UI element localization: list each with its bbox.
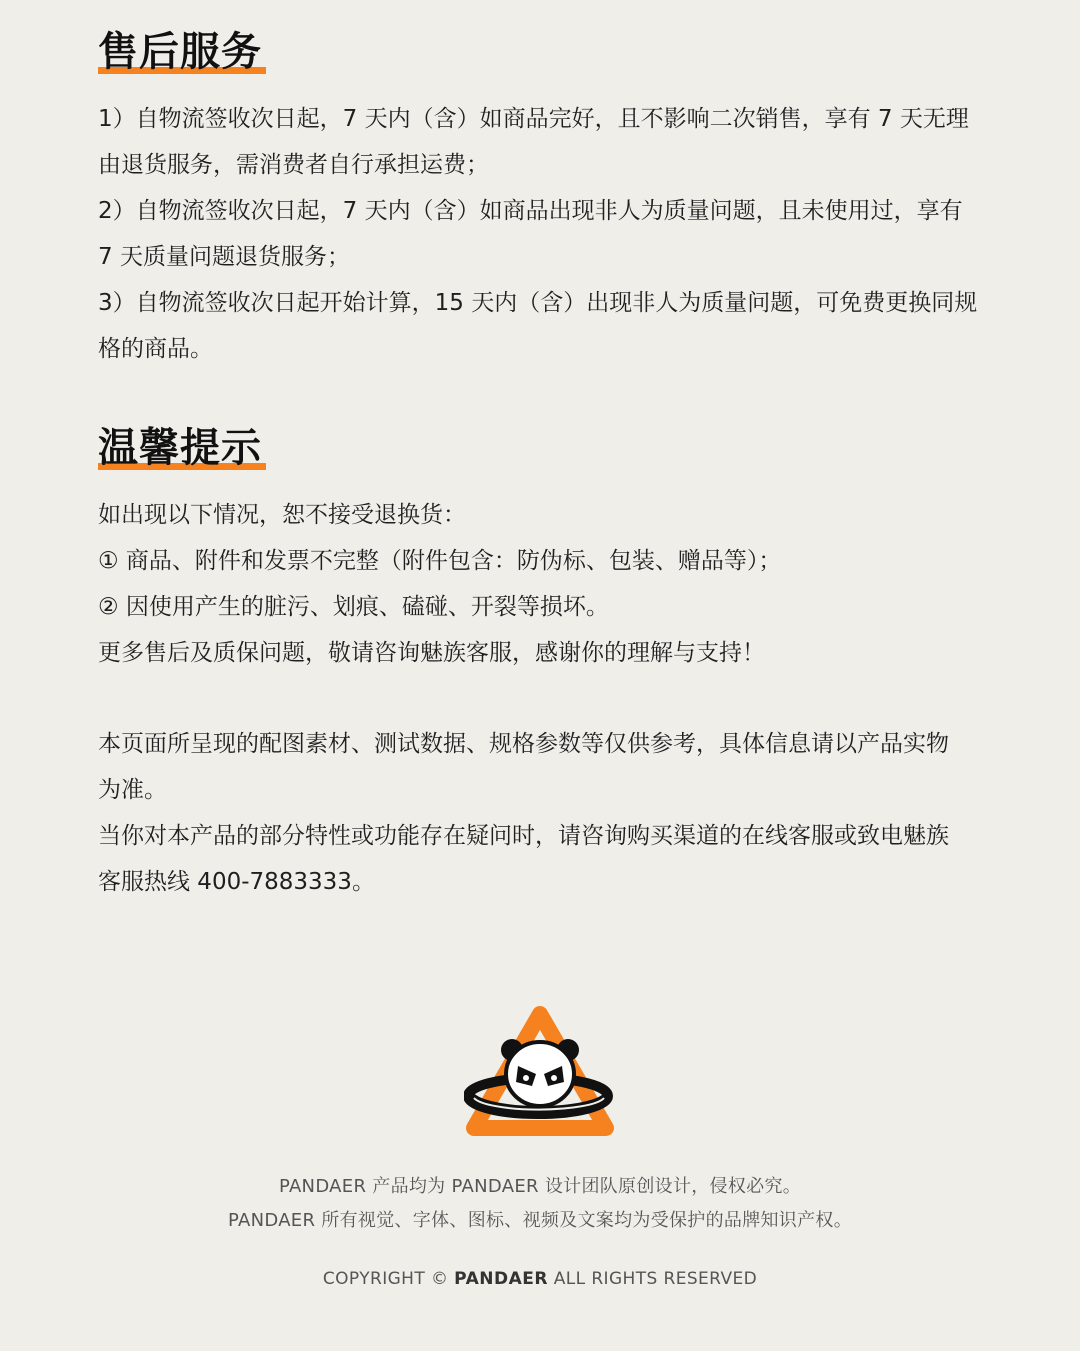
after-sales-heading: [98, 28, 262, 76]
footer-ip-notice: PANDAER 所有视觉、字体、图标、视频及文案均为受保护的品牌知识产权。: [227, 1210, 853, 1231]
after-sales-line: 由退货服务，需消费者自行承担运费；: [98, 152, 489, 178]
after-sales-line: 1）自物流签收次日起，7 天内（含）如商品完好，且不影响二次销售，享有 7 天无理: [98, 106, 969, 132]
pandaer-logo-icon: [464, 1004, 616, 1144]
copyright-brand: PANDAER: [454, 1269, 548, 1289]
tips-title: 温馨提示: [98, 425, 262, 471]
after-sales-line: 格的商品。: [98, 336, 213, 362]
copyright-prefix: COPYRIGHT ©: [322, 1269, 449, 1289]
copyright-suffix: ALL RIGHTS RESERVED: [553, 1269, 758, 1289]
after-sales-line: 7 天质量问题退货服务；: [98, 244, 350, 270]
tips-line: ① 商品、附件和发票不完整（附件包含：防伪标、包装、赠品等）；: [98, 548, 782, 574]
notice-line: 本页面所呈现的配图素材、测试数据、规格参数等仅供参考，具体信息请以产品实物: [98, 731, 949, 757]
tips-line: 更多售后及质保问题，敬请咨询魅族客服，感谢你的理解与支持！: [98, 640, 765, 666]
copyright-notice: [0, 1269, 1080, 1289]
tips-heading: [98, 424, 262, 472]
notice-line: 为准。: [98, 777, 167, 803]
tips-body: [98, 492, 998, 676]
after-sales-title: 售后服务: [98, 29, 262, 75]
notice-line: 客服热线 400-7883333。: [98, 869, 375, 895]
after-sales-line: 2）自物流签收次日起，7 天内（含）如商品出现非人为质量问题，且未使用过，享有: [98, 198, 963, 224]
footer-originality-notice: PANDAER 产品均为 PANDAER 设计团队原创设计，侵权必究。: [278, 1176, 802, 1197]
tips-line: ② 因使用产生的脏污、划痕、磕碰、开裂等损坏。: [98, 594, 609, 620]
notice-line: 当你对本产品的部分特性或功能存在疑问时，请咨询购买渠道的在线客服或致电魅族: [98, 823, 949, 849]
notice-body: [98, 721, 998, 905]
tips-line: 如出现以下情况，恕不接受退换货：: [98, 502, 466, 528]
after-sales-body: [98, 96, 998, 372]
after-sales-line: 3）自物流签收次日起开始计算，15 天内（含）出现非人为质量问题，可免费更换同规: [98, 290, 978, 316]
